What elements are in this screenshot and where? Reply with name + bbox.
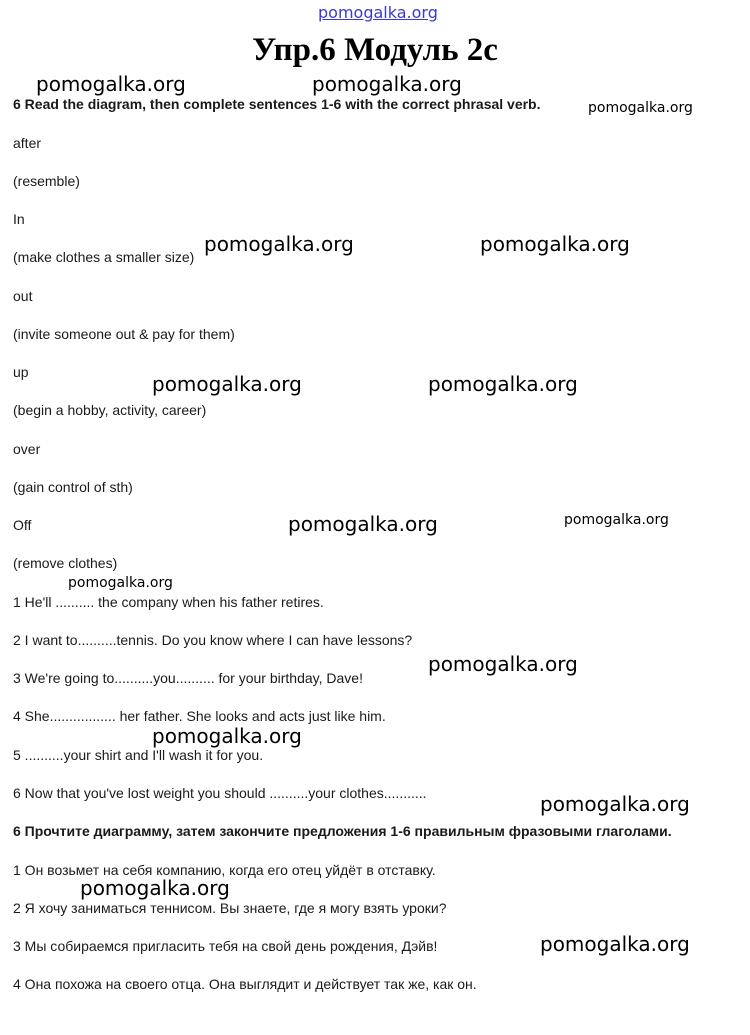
sentence-ru: 3 Мы собираемся пригласить тебя на свой день рождения, Дэйв! xyxy=(13,938,438,954)
watermark: pomogalka.org xyxy=(152,372,302,396)
diagram-item: Off xyxy=(13,517,32,533)
watermark: pomogalka.org xyxy=(152,724,302,748)
diagram-meaning: (gain control of sth) xyxy=(13,479,133,495)
diagram-item: up xyxy=(13,364,29,380)
watermark: pomogalka.org xyxy=(68,575,173,591)
watermark: pomogalka.org xyxy=(288,512,438,536)
diagram-meaning: (resemble) xyxy=(13,173,80,189)
watermark: pomogalka.org xyxy=(312,72,462,96)
diagram-meaning: (make clothes a smaller size) xyxy=(13,249,195,265)
watermark: pomogalka.org xyxy=(540,792,690,816)
diagram-item: over xyxy=(13,441,41,457)
sentence-en: 1 He'll .......... the company when his father retires. xyxy=(13,594,324,610)
watermark: pomogalka.org xyxy=(588,100,693,116)
sentence-ru: 4 Она похожа на своего отца. Она выглядит и действует так же, как он. xyxy=(13,976,477,992)
diagram-item: In xyxy=(13,211,25,227)
watermark: pomogalka.org xyxy=(36,72,186,96)
sentence-ru: 1 Он возьмет на себя компанию, когда его отец уйдёт в отставку. xyxy=(13,862,436,878)
sentence-en: 4 She................. her father. She looks and acts just like him. xyxy=(13,708,386,724)
watermark: pomogalka.org xyxy=(428,372,578,396)
diagram-meaning: (invite someone out & pay for them) xyxy=(13,326,235,342)
watermark: pomogalka.org xyxy=(564,512,669,528)
diagram-item: after xyxy=(13,135,42,151)
sentence-en: 2 I want to..........tennis. Do you know where I can have lessons? xyxy=(13,632,413,648)
page-title: Упр.6 Модуль 2с xyxy=(252,32,498,68)
exercise-instruction-en: 6 Read the diagram, then complete sentences 1-6 with the correct phrasal verb. xyxy=(13,96,541,112)
watermark: pomogalka.org xyxy=(204,232,354,256)
sentence-en: 6 Now that you've lost weight you should ..........your clothes........... xyxy=(13,785,427,801)
watermark: pomogalka.org xyxy=(428,652,578,676)
watermark: pomogalka.org xyxy=(540,932,690,956)
exercise-instruction-ru: 6 Прочтите диаграмму, затем закончите предложения 1-6 правильным фразовыми глаголами. xyxy=(13,823,672,839)
diagram-meaning: (remove clothes) xyxy=(13,555,118,571)
site-link[interactable]: pomogalka.org xyxy=(318,3,438,22)
sentence-en: 3 We're going to..........you.......... for your birthday, Dave! xyxy=(13,670,363,686)
diagram-meaning: (begin a hobby, activity, career) xyxy=(13,402,207,418)
watermark: pomogalka.org xyxy=(80,876,230,900)
sentence-ru: 2 Я хочу заниматься теннисом. Вы знаете, где я могу взять уроки? xyxy=(13,900,447,916)
watermark: pomogalka.org xyxy=(480,232,630,256)
diagram-item: out xyxy=(13,288,33,304)
sentence-en: 5 ..........your shirt and I'll wash it for you. xyxy=(13,747,264,763)
